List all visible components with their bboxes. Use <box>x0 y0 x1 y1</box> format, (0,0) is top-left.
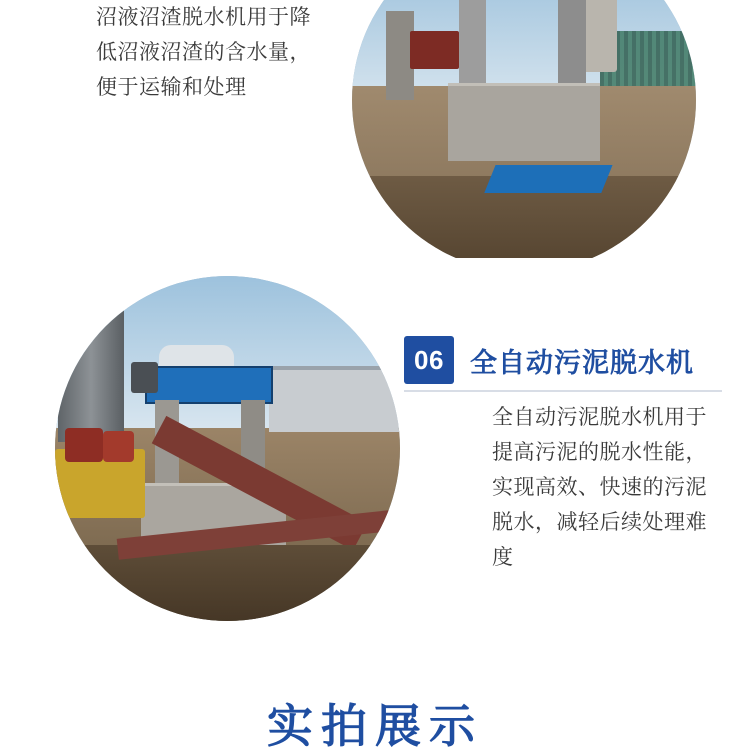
photo-blue-trough <box>484 165 612 193</box>
photo-concrete-base <box>448 83 599 162</box>
footer-title: 实拍展示 <box>267 700 483 752</box>
section-2-heading <box>404 336 694 384</box>
section-1-body-text: 沼液沼渣脱水机用于降低沼液沼渣的含水量，便于运输和处理 <box>96 6 311 99</box>
section-automatic-sludge-dehydrator <box>0 258 750 678</box>
photo-foreground-soil <box>55 545 400 621</box>
photo-shed <box>269 366 400 432</box>
photo-red-drum-right <box>103 431 134 462</box>
photo-blue-machine <box>145 366 273 405</box>
automatic-sludge-dehydrator-photo <box>55 276 400 621</box>
photo-motor <box>131 362 159 393</box>
section-2-title: 全自动污泥脱水机 <box>470 347 694 378</box>
section-2-divider <box>404 390 722 392</box>
photo-red-drum-left <box>65 428 103 463</box>
biogas-residue-dehydrator-photo <box>352 0 696 258</box>
section-2-body-text: 全自动污泥脱水机用于提高污泥的脱水性能，实现高效、快速的污泥脱水，减轻后续处理难度 <box>492 406 707 569</box>
section-biogas-residue-dehydrator <box>0 0 750 258</box>
photo-red-equipment <box>410 31 458 69</box>
photo-silo <box>58 297 124 442</box>
section-2-number-badge: 06 <box>404 336 454 384</box>
